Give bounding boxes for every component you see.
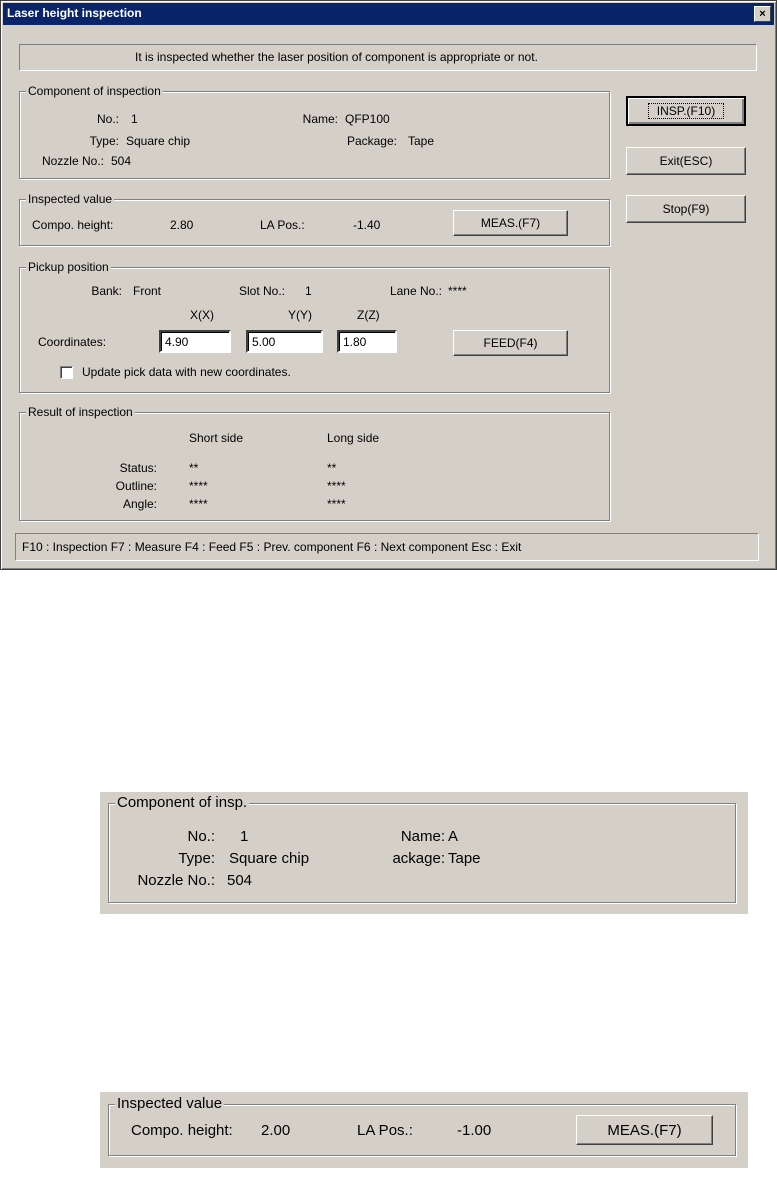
angle-label: Angle:: [122, 497, 157, 511]
result-group: [19, 405, 610, 521]
zoom-package-value: Tape: [448, 850, 481, 867]
zoom-type-value: Square chip: [229, 850, 310, 867]
component-group: [19, 84, 610, 179]
zoom-type-label: Type:: [178, 850, 215, 867]
result-group-label: Result of inspection: [28, 405, 133, 419]
nozzle-label: Nozzle No.:: [41, 154, 104, 168]
zoom-no-label: No.:: [187, 828, 215, 845]
no-value: 1: [131, 112, 138, 126]
slot-value: 1: [305, 284, 312, 298]
coordinates-label: Coordinates:: [38, 335, 107, 349]
la-pos-value: -1.40: [353, 218, 381, 232]
angle-short-value: ****: [189, 497, 208, 511]
window-title: Laser height inspection: [7, 6, 142, 20]
zoom-la-pos-value: -1.00: [457, 1122, 492, 1139]
z-header: Z(Z): [357, 308, 380, 322]
stop-button[interactable]: Stop(F9): [626, 195, 746, 223]
name-label: Name:: [302, 112, 338, 126]
pickup-group-label: Pickup position: [28, 260, 109, 274]
name-value: QFP100: [345, 112, 390, 126]
short-side-header: Short side: [189, 431, 244, 445]
slot-label: Slot No.:: [238, 284, 285, 298]
update-pick-data-checkbox[interactable]: [60, 366, 73, 379]
zoom-nozzle-value: 504: [227, 872, 253, 889]
la-pos-label: LA Pos.:: [260, 218, 305, 232]
x-coordinate-input[interactable]: 4.90: [159, 330, 231, 353]
lane-label: Lane No.:: [389, 284, 442, 298]
type-label: Type:: [89, 134, 119, 148]
status-bar-text: F10 : Inspection F7 : Measure F4 : Feed F5 : Prev. component F6 : Next component Esc : Exit: [22, 540, 522, 554]
compo-height-value: 2.80: [170, 218, 194, 232]
nozzle-value: 504: [111, 154, 132, 168]
zoom-no-value: 1: [240, 828, 249, 845]
inspected-value-group: [19, 192, 610, 246]
type-value: Square chip: [126, 134, 191, 148]
zoom-compo-height-label: Compo. height:: [131, 1122, 233, 1139]
lane-value: ****: [448, 284, 467, 298]
pickup-position-group: [19, 260, 610, 393]
zoom-name-value: A: [448, 828, 459, 845]
outline-long-value: ****: [327, 479, 346, 493]
component-zoom-group-label: Component of insp.: [117, 794, 248, 811]
component-zoom-panel: [100, 792, 748, 914]
zoom-la-pos-label: LA Pos.:: [357, 1122, 413, 1139]
component-zoom-group: [108, 794, 736, 903]
meas-button[interactable]: MEAS.(F7): [453, 210, 568, 236]
inspected-zoom-panel: [100, 1092, 748, 1168]
insp-button[interactable]: [626, 96, 746, 126]
x-header: X(X): [190, 308, 214, 322]
zoom-compo-height-value: 2.00: [261, 1122, 291, 1139]
package-value: Tape: [408, 134, 435, 148]
zoom-meas-button[interactable]: MEAS.(F7): [576, 1115, 713, 1145]
no-label: No.:: [96, 112, 119, 126]
bank-label: Bank:: [91, 284, 122, 298]
inspected-zoom-group-label: Inspected value: [117, 1095, 223, 1112]
status-long-value: **: [327, 461, 337, 475]
inspected-group-label: Inspected value: [28, 192, 113, 206]
info-banner: [19, 44, 757, 71]
exit-button[interactable]: Exit(ESC): [626, 147, 746, 175]
status-label: Status:: [119, 461, 157, 475]
y-coordinate-input[interactable]: 5.00: [246, 330, 323, 353]
zoom-name-label: Name:: [400, 828, 445, 845]
status-short-value: **: [189, 461, 199, 475]
zoom-package-label: ackage:: [392, 850, 445, 867]
component-group-label: Component of inspection: [28, 84, 161, 98]
package-label: Package:: [346, 134, 397, 148]
z-coordinate-input[interactable]: 1.80: [337, 330, 397, 353]
close-button[interactable]: ×: [754, 6, 771, 22]
update-pick-data-label[interactable]: Update pick data with new coordinates.: [82, 365, 291, 379]
info-text: It is inspected whether the laser position of component is appropriate or not.: [135, 50, 538, 64]
long-side-header: Long side: [327, 431, 380, 445]
compo-height-label: Compo. height:: [32, 218, 114, 232]
title-bar: [3, 3, 774, 25]
bank-value: Front: [133, 284, 162, 298]
outline-short-value: ****: [189, 479, 208, 493]
inspected-zoom-group: [108, 1095, 736, 1156]
feed-button[interactable]: FEED(F4): [453, 330, 568, 356]
outline-label: Outline:: [115, 479, 157, 493]
insp-button-label: INSP.(F10): [648, 103, 724, 119]
y-header: Y(Y): [288, 308, 312, 322]
angle-long-value: ****: [327, 497, 346, 511]
laser-height-dialog: [0, 0, 777, 570]
zoom-nozzle-label: Nozzle No.:: [137, 872, 215, 889]
status-bar: [15, 533, 759, 561]
